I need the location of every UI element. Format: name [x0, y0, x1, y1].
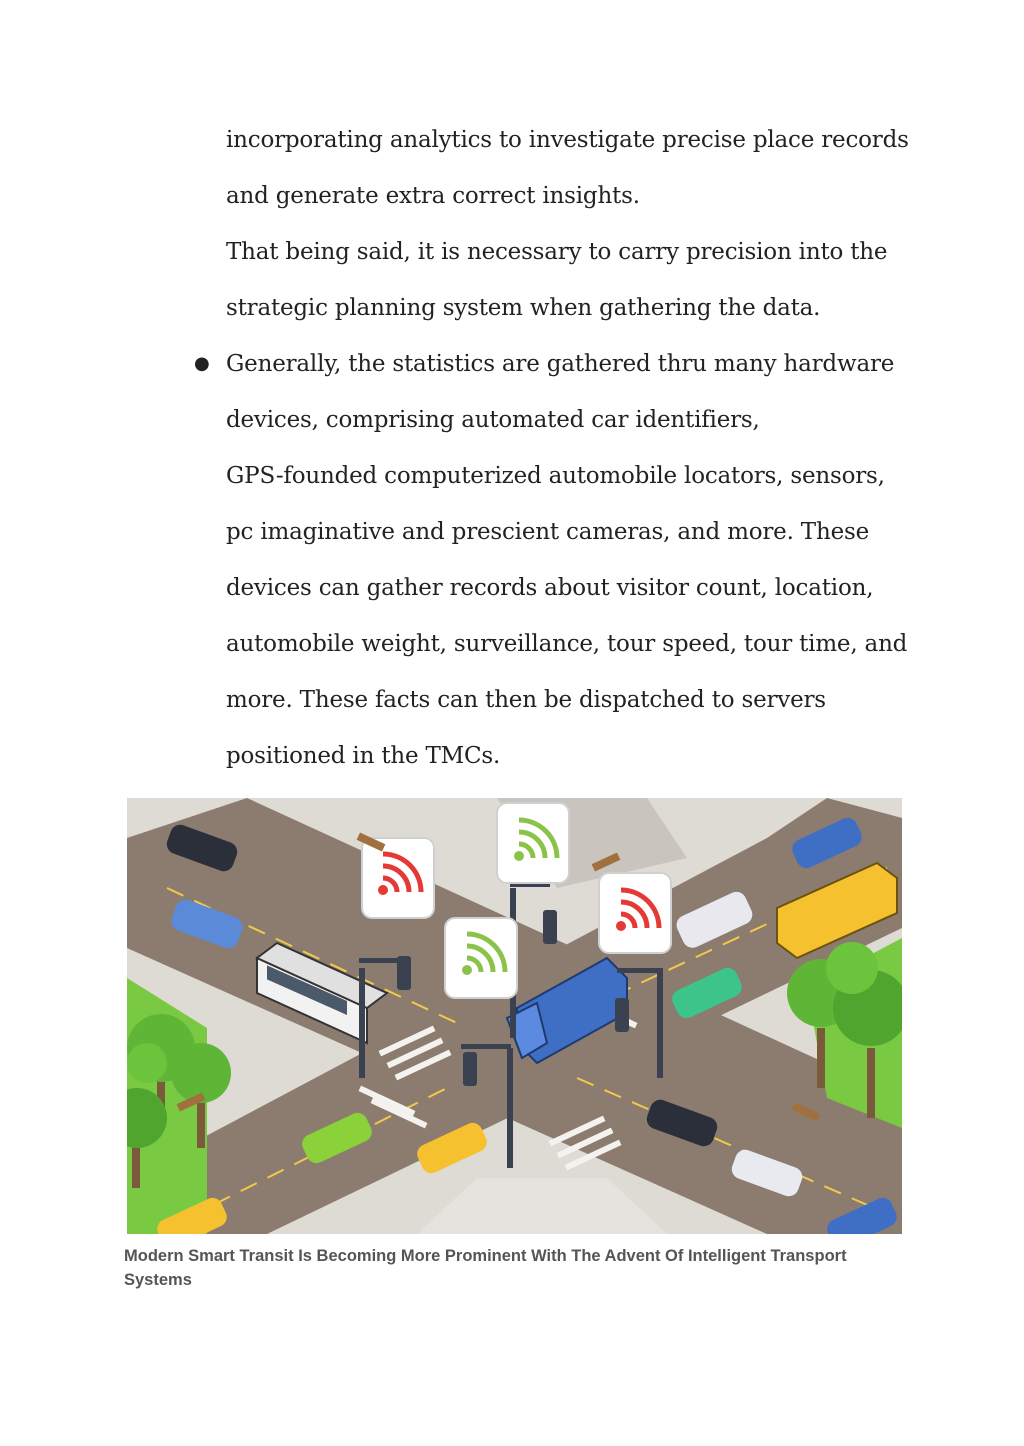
text-line: positioned in the TMCs. — [226, 743, 501, 769]
body-text — [194, 112, 926, 784]
bullet-marker: ● — [194, 353, 210, 374]
text-line: pc imaginative and prescient cameras, and more. These — [226, 519, 869, 545]
text-line: more. These facts can then be dispatched to servers — [226, 687, 826, 713]
bullet-item — [194, 336, 926, 784]
text-line: devices can gather records about visitor count, location, — [226, 575, 874, 601]
smart-transit-illustration — [127, 798, 902, 1234]
figure-caption: Modern Smart Transit Is Becoming More Prominent With The Advent Of Intelligent Transport Systems — [124, 1247, 847, 1289]
text-line: and generate extra correct insights. — [226, 183, 640, 209]
text-line: GPS-founded computerized automobile locators, sensors, — [226, 463, 885, 489]
text-line: That being said, it is necessary to carry precision into the — [226, 239, 888, 265]
text-line: incorporating analytics to investigate precise place records — [226, 127, 909, 153]
text-line: Generally, the statistics are gathered thru many hardware — [226, 351, 895, 377]
text-line: devices, comprising automated car identifiers, — [226, 407, 760, 433]
text-line: strategic planning system when gathering the data. — [226, 295, 821, 321]
text-line: automobile weight, surveillance, tour speed, tour time, and — [226, 631, 908, 657]
